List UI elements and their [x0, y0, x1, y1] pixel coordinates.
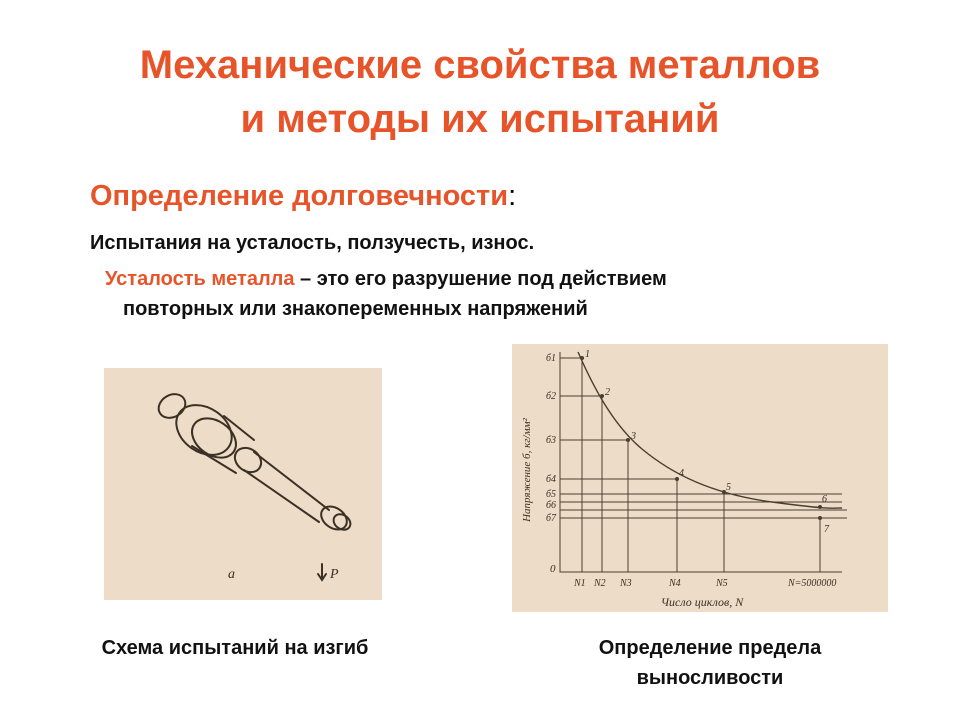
- definition-paragraph: [105, 264, 895, 324]
- bending-test-drawing: [104, 368, 382, 600]
- y-tick-1: б1: [546, 353, 557, 364]
- point-label-5: 5: [726, 482, 731, 493]
- section-heading: [90, 180, 516, 213]
- point-label-1: 1: [585, 349, 590, 360]
- definition-rest-1: – это его разрушение под действием: [294, 268, 667, 290]
- x-tick-1: N1: [574, 578, 586, 589]
- y-tick-2: б2: [546, 391, 557, 402]
- right-caption-line-1: Определение предела: [598, 637, 822, 659]
- label-a: а: [228, 567, 235, 582]
- bending-test-figure: [104, 368, 382, 600]
- slide-title: [0, 38, 960, 146]
- label-p: Р: [330, 567, 339, 582]
- point-label-6: 6: [822, 494, 827, 505]
- y-tick-labels: [546, 353, 557, 524]
- y-tick-7: б7: [546, 513, 557, 524]
- section-heading-text: Определение долговечности: [90, 180, 509, 212]
- x-axis-label: Число циклов, N: [660, 595, 744, 609]
- y-axis-label: Напряжение б, кг/мм²: [521, 418, 533, 522]
- section-heading-colon: :: [508, 180, 517, 212]
- title-line-2: и методы их испытаний: [240, 97, 720, 141]
- origin-label: 0: [550, 563, 556, 575]
- y-tick-3: б3: [546, 435, 557, 446]
- point-label-2: 2: [605, 387, 610, 398]
- y-tick-6: б6: [546, 500, 557, 511]
- title-line-1: Механические свойства металлов: [139, 43, 821, 87]
- right-caption-line-2: выносливости: [636, 667, 784, 689]
- left-caption: Схема испытаний на изгиб: [101, 637, 369, 659]
- definition-rest-2: повторных или знакопеременных напряжений: [123, 298, 588, 320]
- point-label-3: 3: [631, 431, 636, 442]
- x-tick-2: N2: [594, 578, 606, 589]
- definition-term: Усталость металла: [105, 268, 295, 290]
- x-tick-3: N3: [620, 578, 632, 589]
- tests-line: Испытания на усталость, ползучесть, износ.: [90, 232, 535, 254]
- y-tick-4: б4: [546, 474, 557, 485]
- point-label-7: 7: [824, 524, 829, 535]
- fatigue-curve-drawing: [512, 344, 888, 612]
- x-tick-labels: [573, 578, 836, 589]
- x-tick-6: N=5000000: [788, 578, 837, 589]
- y-tick-5: б5: [546, 489, 557, 500]
- x-tick-4: N4: [669, 578, 681, 589]
- point-label-4: 4: [679, 468, 684, 479]
- endurance-limit-figure: [512, 344, 888, 612]
- right-caption: [520, 633, 900, 693]
- x-tick-5: N5: [716, 578, 728, 589]
- point-labels: [585, 349, 830, 535]
